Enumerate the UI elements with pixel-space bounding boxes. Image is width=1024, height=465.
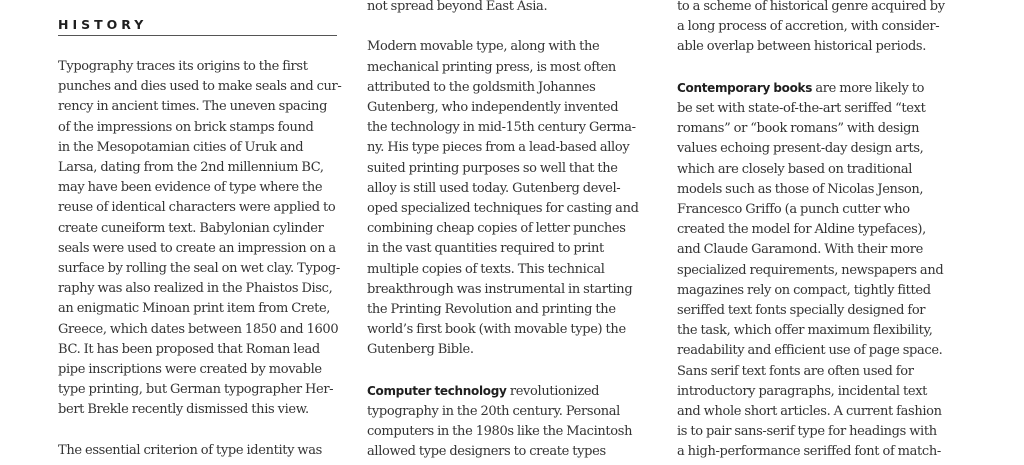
text-line: ny. His type pieces from a lead-based alloy xyxy=(367,140,630,156)
text-line: models such as those of Nicolas Jenson, xyxy=(677,181,924,197)
text-line: the task, which offer maximum flexibility, xyxy=(677,323,933,339)
text-line: the Printing Revolution and printing the xyxy=(367,302,616,318)
text-line: Francesco Griffo (a punch cutter who xyxy=(677,202,910,218)
text-line: Sans serif text fonts are often used for xyxy=(677,363,914,379)
text-line: pipe inscriptions were created by movable xyxy=(58,362,322,378)
text-line: an enigmatic Minoan print item from Crete, xyxy=(58,301,331,317)
text-line: oped specialized techniques for casting and xyxy=(367,201,639,217)
text-line: breakthrough was instrumental in starting xyxy=(367,281,633,297)
text-line: a high-performance seriffed font of match- xyxy=(677,444,941,460)
text-line: reuse of identical characters were applied to xyxy=(58,200,336,216)
text-line: allowed type designers to create types xyxy=(367,444,606,460)
text-line: combining cheap copies of letter punches xyxy=(367,221,626,237)
text-line: mechanical printing press, is most often xyxy=(367,59,616,75)
text-line: a long process of accretion, with consider- xyxy=(677,19,940,35)
text-line: surface by rolling the seal on wet clay. Typog- xyxy=(58,261,340,277)
text-line: values echoing present-day design arts, xyxy=(677,141,924,157)
text-line: type printing, but German typographer Her- xyxy=(58,382,334,398)
text-line: Modern movable type, along with the xyxy=(367,39,600,55)
text-line: attributed to the goldsmith Johannes xyxy=(367,79,596,95)
text-line: bert Brekle recently dismissed this view. xyxy=(58,402,309,418)
text-line: specialized requirements, newspapers and xyxy=(677,262,944,278)
text-line: rency in ancient times. The uneven spacing xyxy=(58,99,328,115)
text-line: BC. It has been proposed that Roman lead xyxy=(58,341,320,357)
text-line: raphy was also realized in the Phaistos Disc, xyxy=(58,281,333,297)
text-line: seriffed text fonts specially designed for xyxy=(677,303,926,319)
text-line: typography in the 20th century. Personal xyxy=(367,404,620,420)
paragraph-computer-technology xyxy=(367,381,647,463)
text-line: of the impressions on brick stamps found xyxy=(58,119,314,135)
text-line: which are closely based on traditional xyxy=(677,161,913,177)
text-line: Typography traces its origins to the first xyxy=(58,59,308,74)
text-fragment: are more likely to xyxy=(812,80,925,96)
text-column-1 xyxy=(58,57,342,465)
section-heading-history: HISTORY xyxy=(58,17,337,36)
text-line: Gutenberg Bible. xyxy=(367,342,474,358)
paragraph-contemporary-books xyxy=(677,78,957,463)
text-line: punches and dies used to make seals and cur- xyxy=(58,79,342,95)
text-line: seals were used to create an impression on a xyxy=(58,240,336,256)
text-line: Larsa, dating from the 2nd millennium BC, xyxy=(58,160,324,176)
text-line: may have been evidence of type where the xyxy=(58,180,323,196)
text-line: world’s first book (with movable type) the xyxy=(367,322,626,338)
text-line: the technology in mid-15th century Germa- xyxy=(367,120,636,136)
text-line: suited printing purposes so well that the xyxy=(367,160,618,176)
text-line: readability and efficient use of page space. xyxy=(677,343,943,359)
text-line: in the Mesopotamian cities of Uruk and xyxy=(58,139,304,155)
text-line: is to pair sans-serif type for headings with xyxy=(677,424,937,440)
text-line: created the model for Aldine typefaces), xyxy=(677,222,926,238)
text-line: Greece, which dates between 1850 and 1600 xyxy=(58,321,339,337)
text-line: introductory paragraphs, incidental text xyxy=(677,383,928,399)
text-line: in the vast quantities required to print xyxy=(367,241,604,257)
text-line: computers in the 1980s like the Macintosh xyxy=(367,424,633,440)
paragraph-type-identity xyxy=(58,441,338,461)
text-line: Gutenberg, who independently invented xyxy=(367,100,619,115)
text-line: magazines rely on compact, tightly fitted xyxy=(677,282,931,298)
text-column-3 xyxy=(677,0,957,465)
text-line: The essential criterion of type identity was xyxy=(58,442,322,458)
paragraph-modern-movable-type xyxy=(367,37,647,360)
text-line: not spread beyond East Asia. xyxy=(367,0,548,14)
text-line: able overlap between historical periods. xyxy=(677,39,927,55)
paragraph-historical-genre xyxy=(677,0,957,58)
text-line: romans” or “book romans” with design xyxy=(677,121,920,137)
lead-in-bold: Contemporary books xyxy=(677,80,813,95)
text-line xyxy=(677,78,957,99)
text-line xyxy=(367,381,647,402)
text-line: and whole short articles. A current fashion xyxy=(677,404,942,420)
text-column-2 xyxy=(367,0,647,465)
text-line: be set with state-of-the-art seriffed “text xyxy=(677,101,926,116)
text-line: and Claude Garamond. With their more xyxy=(677,242,923,258)
text-line: to a scheme of historical genre acquired by xyxy=(677,0,945,14)
text-line: alloy is still used today. Gutenberg devel- xyxy=(367,180,621,196)
paragraph-history-intro xyxy=(58,57,342,421)
lead-in-bold: Computer technology xyxy=(367,383,507,398)
text-line: create cuneiform text. Babylonian cylinder xyxy=(58,220,324,236)
text-fragment: revolutionized xyxy=(506,383,600,399)
paragraph-east-asia xyxy=(367,0,647,17)
text-line: multiple copies of texts. This technical xyxy=(367,261,605,277)
